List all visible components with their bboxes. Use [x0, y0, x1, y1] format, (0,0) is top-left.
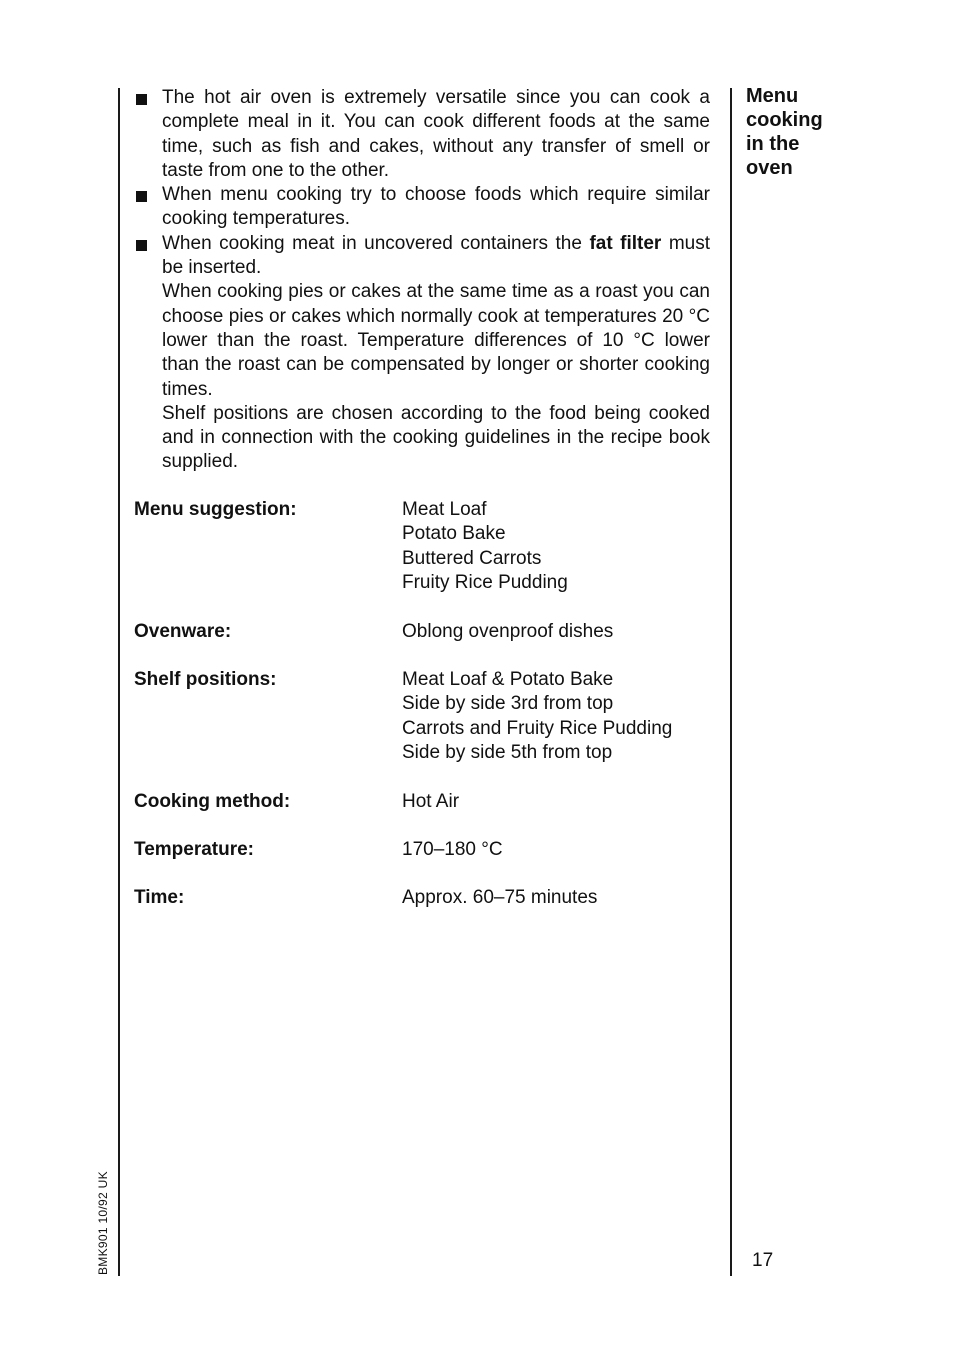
bullet-item	[134, 232, 710, 281]
detail-value-line: 170–180 °C	[402, 839, 503, 860]
paragraph: Shelf positions are chosen according to the food being cooked and in connection with the cooking guidelines in the recipe book supplied.	[162, 402, 710, 473]
bullet-item	[134, 86, 710, 183]
detail-value	[402, 790, 732, 814]
detail-label: Ovenware:	[134, 621, 232, 642]
detail-label: Time:	[134, 887, 185, 908]
bullet-item	[134, 183, 710, 232]
detail-value	[402, 668, 732, 765]
detail-label: Temperature:	[134, 839, 255, 860]
detail-value	[402, 886, 732, 910]
bullet-text	[162, 183, 710, 232]
section-heading-line: Menu	[746, 85, 799, 107]
bullet-text	[162, 232, 710, 281]
detail-value	[402, 498, 732, 595]
detail-value-line: Potato Bake	[402, 523, 506, 545]
detail-value	[402, 620, 732, 644]
page-number: 17	[752, 1250, 774, 1271]
square-bullet-icon	[134, 86, 162, 183]
left-margin-rule	[118, 88, 120, 1276]
detail-value-line: Side by side 3rd from top	[402, 693, 614, 715]
bullet-text-run: When menu cooking try to choose foods which require similar cooking temperatures.	[162, 184, 710, 230]
square-bullet-icon	[134, 183, 162, 232]
detail-label: Menu suggestion:	[134, 499, 297, 520]
detail-label: Cooking method:	[134, 791, 291, 812]
document-code: BMK901 10/92 UK	[96, 1171, 110, 1275]
section-heading	[746, 84, 856, 180]
detail-value-line: Hot Air	[402, 791, 460, 812]
square-bullet-icon	[134, 232, 162, 281]
intro-text	[134, 86, 710, 475]
bullet-text	[162, 86, 710, 183]
bullet-text-run: must be inserted.	[162, 232, 710, 279]
detail-value-line: Carrots and Fruity Rice Pudding	[402, 717, 673, 739]
bullet-text-bold: fat filter	[589, 232, 662, 254]
section-heading-line: in the	[746, 133, 800, 155]
paragraph: When cooking pies or cakes at the same time as a roast you can choose pies or cakes which normally cook at temperatures 20 °C lower than the roast. Temperature differences of 10 °C lower than the roast can be compensated by longer or shorter cooking times.	[162, 281, 710, 400]
bullet-text-run: The hot air oven is extremely versatile since you can cook a complete meal in it. You can cook different foods at the same time, such as fish and cakes, without any transfer of smell or taste from one to the other.	[162, 87, 710, 181]
detail-value-line: Meat Loaf & Potato Bake	[402, 669, 614, 690]
bullet-text-run: When cooking meat in uncovered containers the	[162, 232, 590, 254]
section-heading-line: oven	[746, 157, 793, 179]
detail-value-line: Meat Loaf	[402, 499, 487, 520]
detail-value-line: Oblong ovenproof dishes	[402, 621, 614, 642]
detail-value-line: Approx. 60–75 minutes	[402, 887, 598, 908]
detail-value-line: Side by side 5th from top	[402, 741, 613, 763]
detail-value-line: Fruity Rice Pudding	[402, 571, 568, 593]
detail-value	[402, 838, 732, 862]
detail-label: Shelf positions:	[134, 669, 277, 690]
detail-value-line: Buttered Carrots	[402, 547, 542, 569]
section-heading-line: cooking	[746, 109, 823, 131]
